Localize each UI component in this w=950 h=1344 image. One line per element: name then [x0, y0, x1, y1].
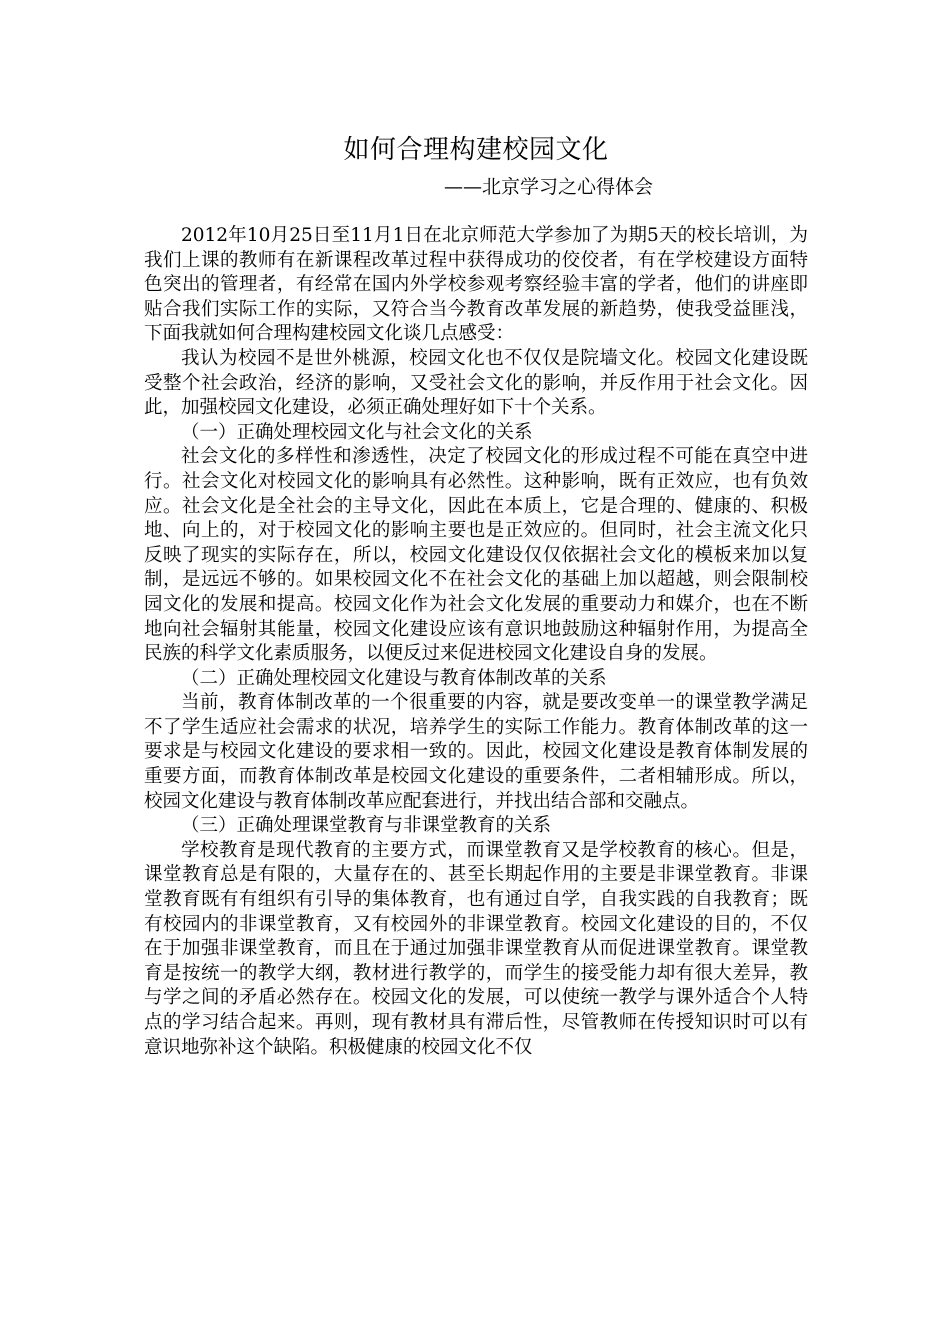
intro-paragraph: 2012年10月25日至11月1日在北京师范大学参加了为期5天的校长培训，为我们上课的教师有在新课程改革过程中获得成功的佼佼者，有在学校建设方面特色突出的管理者，有经常在国内外学校参观考察经验丰富的学者，他们的讲座即贴合我们实际工作的实际，又符合当今教育改革发展的新趋势，使我受益匪浅，下面我就如何合理构建校园文化谈几点感受： — [144, 225, 808, 345]
section-2-paragraph: 当前，教育体制改革的一个很重要的内容，就是要改变单一的课堂教学满足不了学生适应社会需求的状况，培养学生的实际工作能力。教育体制改革的这一要求是与校园文化建设的要求相一致的。因此，校园文化建设是教育体制发展的重要方面，而教育体制改革是校园文化建设的重要条件，二者相辅形成。所以，校园文化建设与教育体制改革应配套进行，并找出结合部和交融点。 — [144, 692, 808, 812]
document-subtitle: ——北京学习之心得体会 — [444, 176, 654, 198]
section-heading-3: （三）正确处理课堂教育与非课堂教育的关系 — [181, 815, 552, 837]
document-title: 如何合理构建校园文化 — [343, 135, 609, 165]
section-heading-1: （一）正确处理校园文化与社会文化的关系 — [181, 421, 533, 443]
section-1-paragraph: 社会文化的多样性和渗透性，决定了校园文化的形成过程不可能在真空中进行。社会文化对校园文化的影响具有必然性。这种影响，既有正效应，也有负效应。社会文化是全社会的主导文化，因此在本质上，它是合理的、健康的、积极地、向上的，对于校园文化的影响主要也是正效应的。但同时，社会主流文化只反映了现实的实际存在，所以，校园文化建设仅仅依据社会文化的模板来加以复制，是远远不够的。如果校园文化不在社会文化的基础上加以超越，则会限制校园文化的发展和提高。校园文化作为社会文化发展的重要动力和媒介，也在不断地向社会辐射其能量，校园文化建设应该有意识地鼓励这种辐射作用，为提高全民族的科学文化素质服务，以便反过来促进校园文化建设自身的发展。 — [144, 446, 808, 665]
section-heading-2: （二）正确处理校园文化建设与教育体制改革的关系 — [181, 667, 607, 689]
overview-paragraph: 我认为校园不是世外桃源，校园文化也不仅仅是院墙文化。校园文化建设既受整个社会政治，经济的影响，又受社会文化的影响，并反作用于社会文化。因此，加强校园文化建设，必须正确处理好如下十个关系。 — [144, 347, 808, 419]
section-3-paragraph: 学校教育是现代教育的主要方式，而课堂教育又是学校教育的核心。但是，课堂教育总是有限的，大量存在的、甚至长期起作用的主要是非课堂教育。非课堂教育既有有组织有引导的集体教育，也有通过自学，自我实践的自我教育；既有校园内的非课堂教育，又有校园外的非课堂教育。校园文化建设的目的，不仅在于加强非课堂教育，而且在于通过加强非课堂教育从而促进课堂教育。课堂教育是按统一的教学大纲，教材进行教学的，而学生的接受能力却有很大差异，教与学之间的矛盾必然存在。校园文化的发展，可以使统一教学与课外适合个人特点的学习结合起来。再则，现有教材具有滞后性，尽管教师在传授知识时可以有意识地弥补这个缺陷。积极健康的校园文化不仅 — [144, 839, 808, 1058]
document-body — [144, 224, 808, 1060]
